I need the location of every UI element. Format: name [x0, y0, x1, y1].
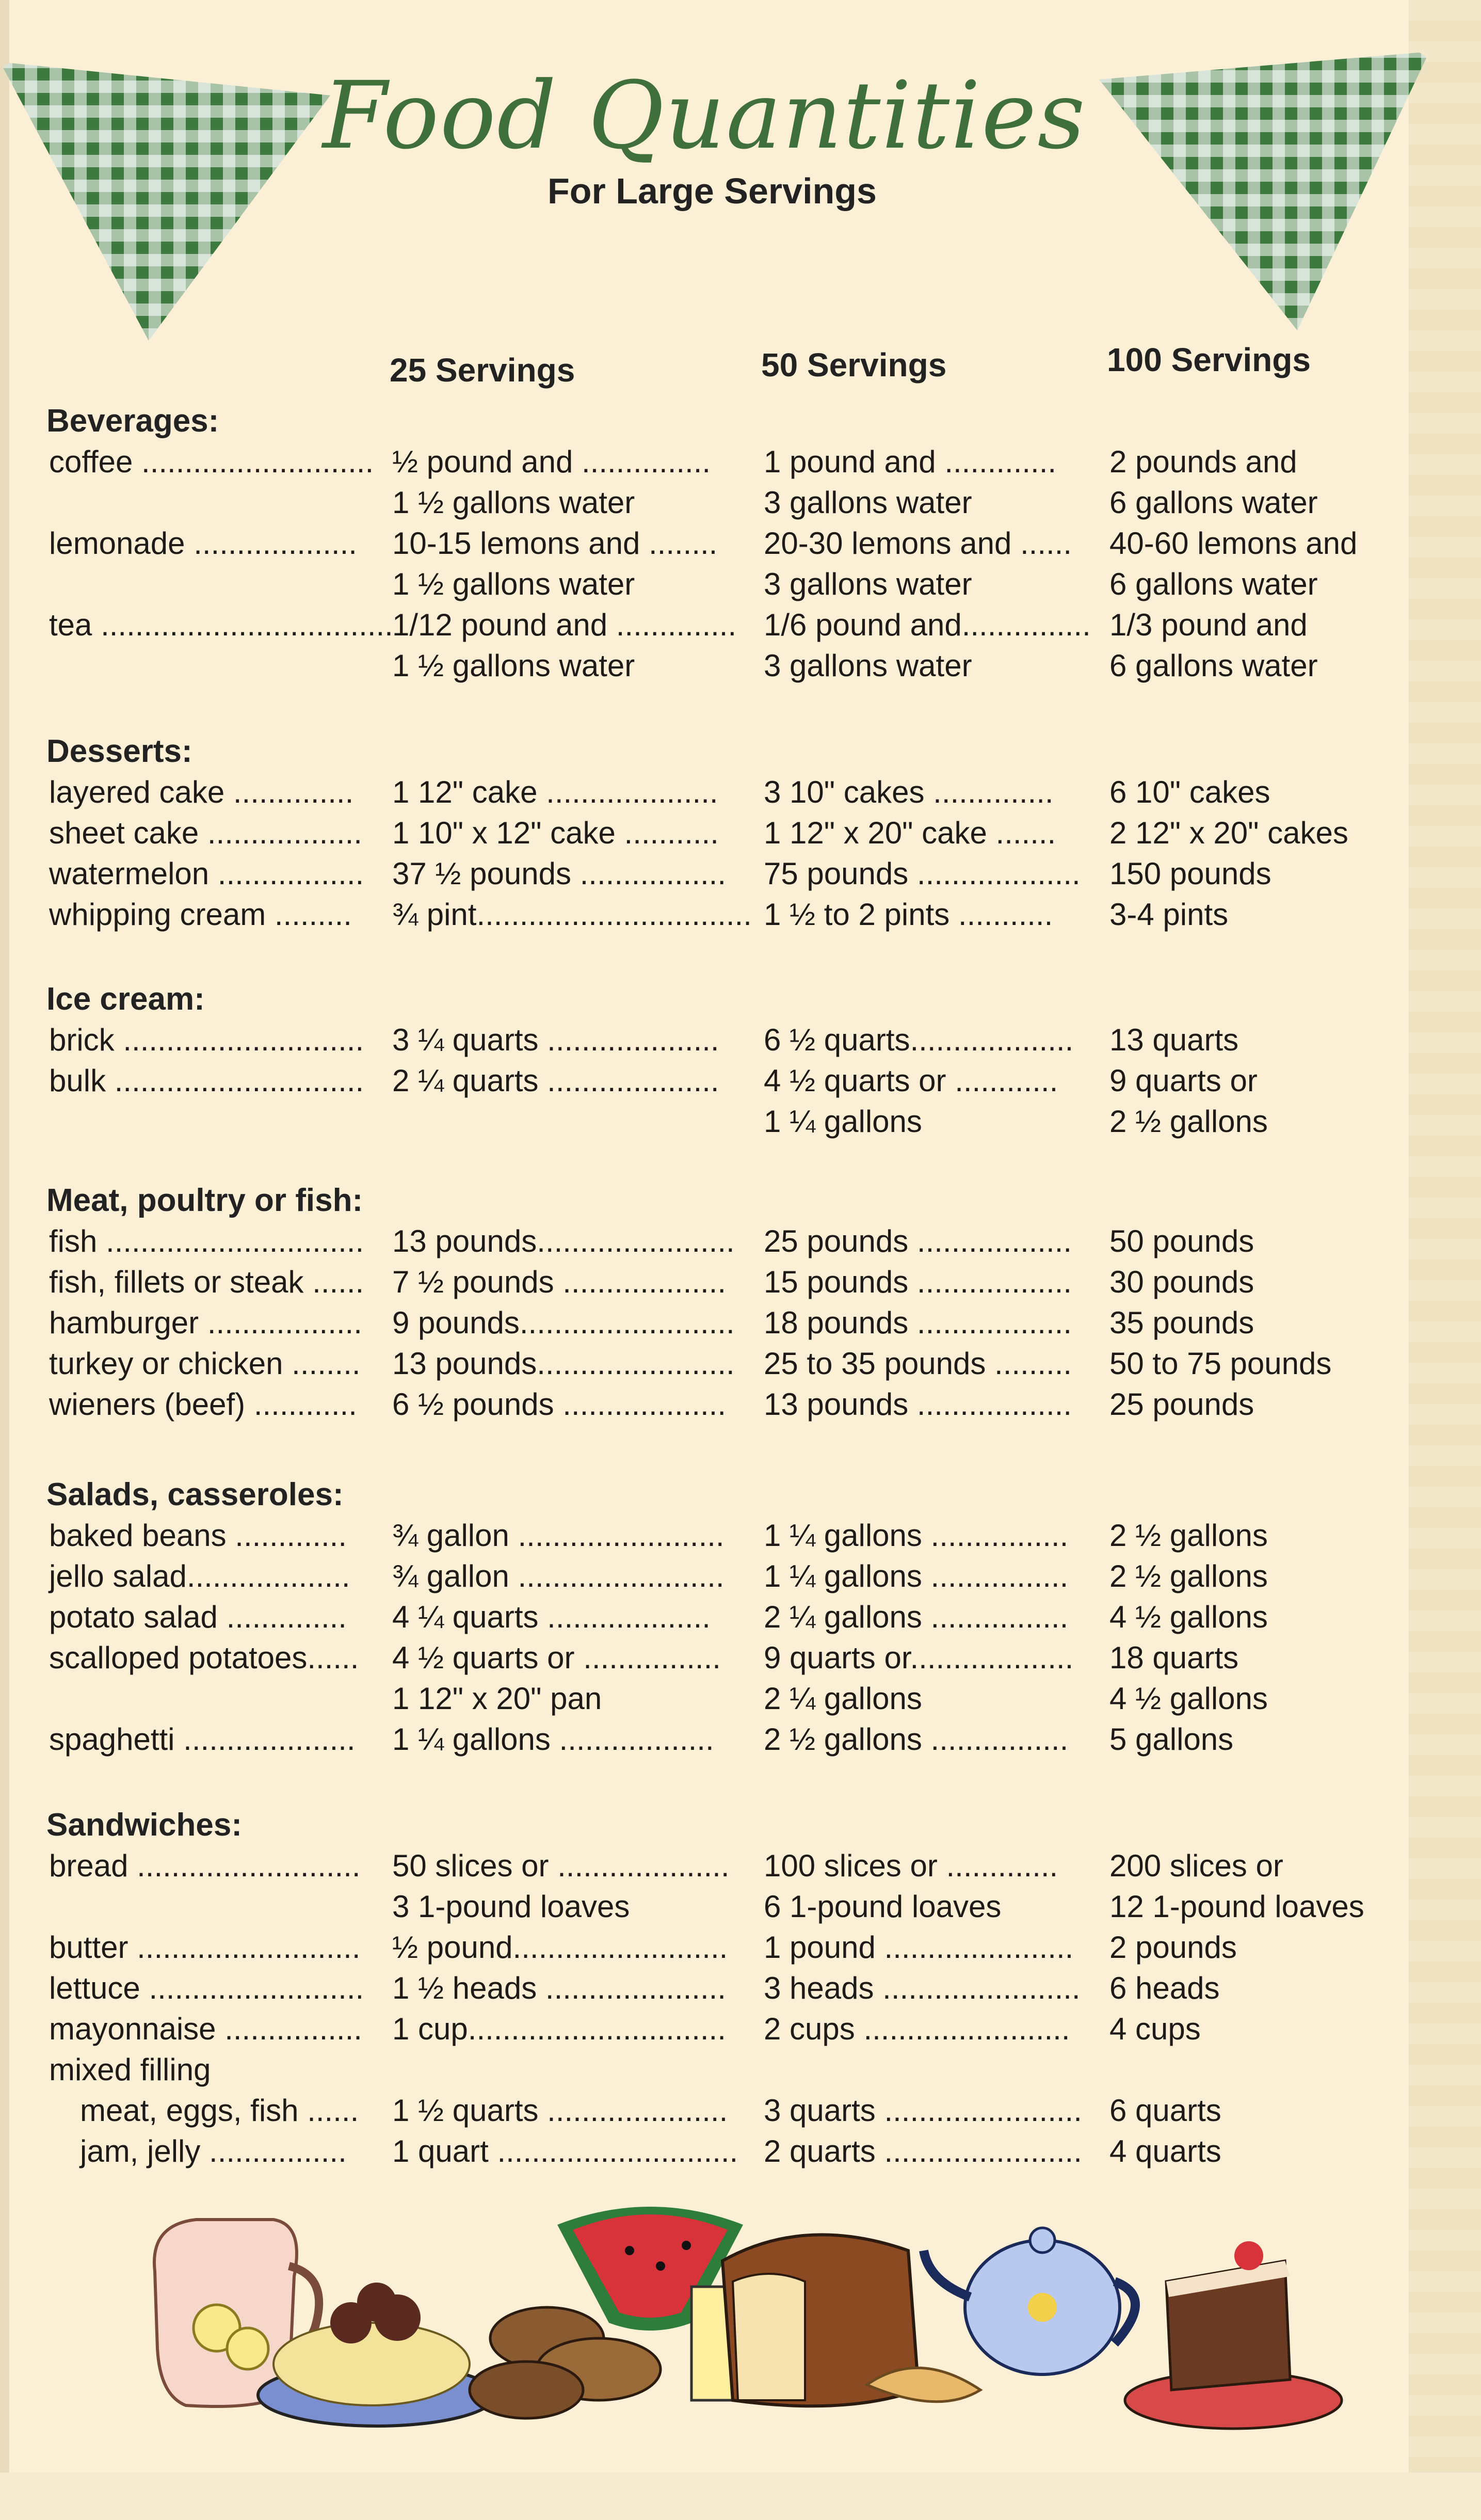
table-row: [0, 2093, 1409, 2134]
table-row: [0, 607, 1409, 648]
item-name: potato salad ..............: [49, 1600, 347, 1634]
section-heading: Sandwiches:: [46, 1807, 242, 1843]
quantity-50: 3 quarts .......................: [764, 2093, 1082, 2128]
table-row: [0, 1929, 1409, 1971]
quantity-100: 6 gallons water: [1109, 648, 1318, 683]
quantity-100: 1/3 pound and: [1109, 608, 1308, 642]
quantity-25: 1 ½ gallons water: [392, 648, 635, 683]
quantity-25: 1 10" x 12" cake ...........: [392, 816, 719, 850]
quantity-50: 2 ¼ gallons: [764, 1681, 922, 1716]
table-row: [0, 1022, 1409, 1063]
table-row: [0, 897, 1409, 938]
quantity-100: 6 quarts: [1109, 2093, 1221, 2128]
quantity-25: 1 12" cake ....................: [392, 775, 718, 809]
quantity-100: 4 quarts: [1109, 2134, 1221, 2168]
item-name: mayonnaise ................: [49, 2012, 362, 2046]
quantity-100: 2 ½ gallons: [1109, 1518, 1268, 1553]
quantity-25: 3 ¼ quarts ....................: [392, 1023, 719, 1057]
column-header-100: 100 Servings: [1107, 341, 1311, 378]
quantity-50: 2 ½ gallons ................: [764, 1722, 1069, 1757]
quantity-25: 1 quart ............................: [392, 2134, 738, 2168]
quantity-50: 2 quarts .......................: [764, 2134, 1082, 2168]
quantity-50: 1/6 pound and...............: [764, 608, 1091, 642]
quantity-100: 2 ½ gallons: [1109, 1559, 1268, 1593]
quantity-50: 2 cups ........................: [764, 2012, 1070, 2046]
quantity-50: 18 pounds ..................: [764, 1305, 1072, 1340]
table-row: [0, 1264, 1409, 1305]
table-row: [0, 1063, 1409, 1104]
quantity-25: 1 ½ gallons water: [392, 485, 635, 520]
quantity-100: 50 to 75 pounds: [1109, 1346, 1332, 1381]
table-row: [0, 1518, 1409, 1559]
quantity-100: 13 quarts: [1109, 1023, 1239, 1057]
quantity-100: 5 gallons: [1109, 1722, 1234, 1757]
table-row: [0, 1599, 1409, 1640]
card-edge: [1409, 0, 1481, 2520]
item-name: bread ..........................: [49, 1848, 361, 1883]
quantity-100: 2 pounds: [1109, 1930, 1237, 1965]
quantity-100: 3-4 pints: [1109, 897, 1229, 932]
table-row: [0, 856, 1409, 897]
item-name: sheet cake ..................: [49, 816, 362, 850]
cake-slice-icon: [1125, 2241, 1342, 2429]
quantity-25: ½ pound.........................: [392, 1930, 728, 1965]
quantity-25: 9 pounds.........................: [392, 1305, 735, 1340]
quantity-100: 6 gallons water: [1109, 485, 1318, 520]
table-row: [0, 1640, 1409, 1681]
quantity-100: 200 slices or: [1109, 1848, 1283, 1883]
quantity-50: 13 pounds ..................: [764, 1387, 1072, 1422]
item-name: layered cake ..............: [49, 775, 354, 809]
table-row: [0, 1970, 1409, 2012]
food-illustration: [134, 2194, 1347, 2431]
quantity-50: 6 1-pound loaves: [764, 1889, 1002, 1924]
quantity-50: 1 ½ to 2 pints ...........: [764, 897, 1053, 932]
section-heading: Desserts:: [46, 733, 192, 769]
table-row: [0, 1104, 1409, 1145]
item-name: jello salad...................: [49, 1559, 350, 1593]
quantity-100: 6 gallons water: [1109, 567, 1318, 601]
quantity-25: 7 ½ pounds ...................: [392, 1265, 726, 1299]
column-header-25: 25 Servings: [390, 352, 575, 389]
table-row: [0, 1848, 1409, 1889]
table-row: [0, 1223, 1409, 1265]
item-name: spaghetti ....................: [49, 1722, 356, 1757]
quantity-50: 3 gallons water: [764, 648, 972, 683]
quantity-25: 10-15 lemons and ........: [392, 526, 718, 561]
table-row: [0, 525, 1409, 567]
table-row: [0, 2011, 1409, 2052]
item-name: jam, jelly ................: [80, 2134, 347, 2168]
quantity-50: 3 heads .......................: [764, 1971, 1081, 2005]
quantity-50: 3 gallons water: [764, 485, 972, 520]
item-name: scalloped potatoes......: [49, 1640, 359, 1675]
quantity-25: 1 ½ gallons water: [392, 567, 635, 601]
quantity-100: 2 pounds and: [1109, 444, 1297, 479]
item-name: butter ..........................: [49, 1930, 361, 1965]
section-heading: Beverages:: [46, 403, 219, 439]
quantity-50: 6 ½ quarts...................: [764, 1023, 1074, 1057]
section-heading: Ice cream:: [46, 981, 205, 1017]
table-row: [0, 1386, 1409, 1428]
quantity-50: 1 ¼ gallons ................: [764, 1518, 1069, 1553]
table-row: [0, 444, 1409, 485]
quantity-25: 13 pounds.......................: [392, 1346, 735, 1381]
quantity-50: 25 pounds ..................: [764, 1224, 1072, 1258]
quantity-25: 1 12" x 20" pan: [392, 1681, 602, 1716]
quantity-50: 1 pound and .............: [764, 444, 1057, 479]
quantity-50: 75 pounds ...................: [764, 856, 1081, 891]
quantity-100: 9 quarts or: [1109, 1063, 1258, 1098]
quantity-50: 3 gallons water: [764, 567, 972, 601]
table-row: [0, 815, 1409, 856]
quantity-100: 4 ½ gallons: [1109, 1681, 1268, 1716]
item-name: fish, fillets or steak ......: [49, 1265, 364, 1299]
table-row: [0, 1346, 1409, 1387]
quantity-100: 18 quarts: [1109, 1640, 1239, 1675]
page-subtitle: For Large Servings: [548, 171, 877, 211]
quantity-50: 9 quarts or...................: [764, 1640, 1074, 1675]
table-row: [0, 774, 1409, 816]
quantity-25: 1 ½ heads .....................: [392, 1971, 726, 2005]
item-name: tea ..................................: [49, 608, 393, 642]
quantity-25: 4 ½ quarts or ................: [392, 1640, 721, 1675]
item-name: coffee ...........................: [49, 444, 374, 479]
quantity-100: 150 pounds: [1109, 856, 1271, 891]
section-heading: Salads, casseroles:: [46, 1477, 344, 1512]
quantity-50: 20-30 lemons and ......: [764, 526, 1072, 561]
quantity-25: 37 ½ pounds .................: [392, 856, 727, 891]
quantity-25: 4 ¼ quarts ...................: [392, 1600, 711, 1634]
section-heading: Meat, poultry or fish:: [46, 1183, 363, 1218]
item-name: turkey or chicken ........: [49, 1346, 361, 1381]
quantity-25: ¾ pint................................: [392, 897, 752, 932]
table-row: [0, 648, 1409, 689]
quantity-100: 40-60 lemons and: [1109, 526, 1358, 561]
quantity-25: 1/12 pound and ..............: [392, 608, 737, 642]
item-name: fish ..............................: [49, 1224, 364, 1258]
quantity-25: ½ pound and ...............: [392, 444, 711, 479]
quantity-100: 6 heads: [1109, 1971, 1220, 2005]
quantity-100: 2 12" x 20" cakes: [1109, 816, 1348, 850]
table-row: [0, 1681, 1409, 1722]
quantity-25: ¾ gallon ........................: [392, 1559, 725, 1593]
quantity-50: 1 pound ......................: [764, 1930, 1074, 1965]
item-name: meat, eggs, fish ......: [80, 2093, 359, 2128]
quantity-100: 30 pounds: [1109, 1265, 1254, 1299]
page-title: Food Quantities: [323, 62, 1086, 170]
quantity-25: 50 slices or ....................: [392, 1848, 730, 1883]
item-name: lettuce .........................: [49, 1971, 364, 2005]
quantity-100: 25 pounds: [1109, 1387, 1254, 1422]
quantity-50: 3 10" cakes ..............: [764, 775, 1054, 809]
quantity-25: 1 cup..............................: [392, 2012, 726, 2046]
quantity-100: 35 pounds: [1109, 1305, 1254, 1340]
table-row: [0, 1558, 1409, 1600]
item-name: mixed filling: [49, 2052, 211, 2087]
item-name: baked beans .............: [49, 1518, 347, 1553]
table-row: [0, 1721, 1409, 1763]
table-row: [0, 2133, 1409, 2175]
quantity-25: 2 ¼ quarts ....................: [392, 1063, 719, 1098]
quantity-50: 2 ¼ gallons ................: [764, 1600, 1069, 1634]
quantity-50: 4 ½ quarts or ............: [764, 1063, 1058, 1098]
item-name: bulk .............................: [49, 1063, 364, 1098]
table-row: [0, 1889, 1409, 1930]
item-name: watermelon .................: [49, 856, 364, 891]
quantity-50: 15 pounds ..................: [764, 1265, 1072, 1299]
table-row: [0, 2052, 1409, 2093]
page-bottom-edge: [0, 2473, 1481, 2520]
column-header-50: 50 Servings: [761, 346, 947, 384]
quantity-25: 1 ¼ gallons ..................: [392, 1722, 714, 1757]
item-name: hamburger ..................: [49, 1305, 362, 1340]
quantity-100: 12 1-pound loaves: [1109, 1889, 1364, 1924]
quantity-100: 6 10" cakes: [1109, 775, 1270, 809]
item-name: wieners (beef) ............: [49, 1387, 357, 1422]
table-row: [0, 1305, 1409, 1346]
quantity-25: 13 pounds.......................: [392, 1224, 735, 1258]
quantity-100: 4 cups: [1109, 2012, 1201, 2046]
teapot-icon: [924, 2228, 1135, 2374]
quantity-25: 1 ½ quarts .....................: [392, 2093, 728, 2128]
quantity-50: 1 ¼ gallons: [764, 1104, 922, 1139]
quantity-25: 3 1-pound loaves: [392, 1889, 630, 1924]
table-row: [0, 566, 1409, 608]
item-name: whipping cream .........: [49, 897, 352, 932]
quantity-100: 4 ½ gallons: [1109, 1600, 1268, 1634]
quantity-100: 2 ½ gallons: [1109, 1104, 1268, 1139]
table-row: [0, 485, 1409, 526]
quantity-25: 6 ½ pounds ...................: [392, 1387, 726, 1422]
quantity-50: 25 to 35 pounds .........: [764, 1346, 1072, 1381]
quantity-50: 1 ¼ gallons ................: [764, 1559, 1069, 1593]
item-name: lemonade ...................: [49, 526, 357, 561]
quantity-50: 100 slices or .............: [764, 1848, 1058, 1883]
quantity-100: 50 pounds: [1109, 1224, 1254, 1258]
item-name: brick ............................: [49, 1023, 364, 1057]
quantity-25: ¾ gallon ........................: [392, 1518, 725, 1553]
quantity-50: 1 12" x 20" cake .......: [764, 816, 1056, 850]
